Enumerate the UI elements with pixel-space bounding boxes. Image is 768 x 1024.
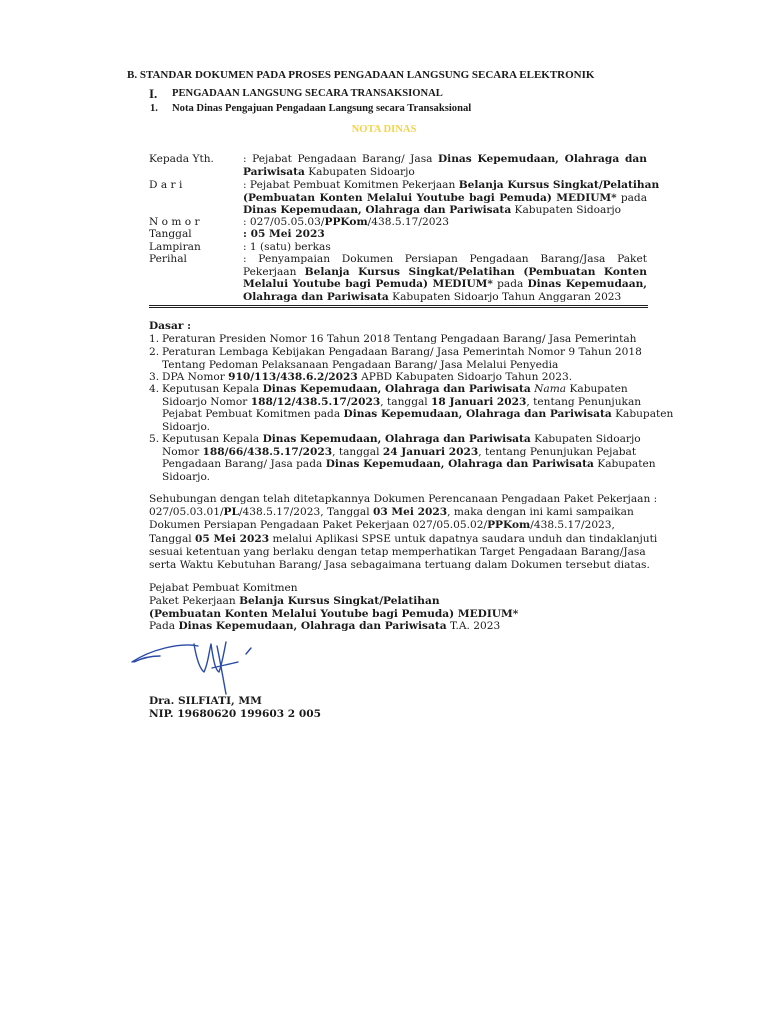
nomor-value: : 027/05.05.03/PPKom/438.5.17/2023 xyxy=(243,216,449,228)
dari-label: D a r i xyxy=(149,179,183,191)
item-heading: Nota Dinas Pengajuan Pengadaan Langsung secara Transaksional xyxy=(172,103,472,114)
divider-line xyxy=(149,305,648,306)
tanggal-label: Tanggal xyxy=(149,228,192,240)
tanggal-value: : 05 Mei 2023 xyxy=(243,228,325,240)
dasar-title: Dasar : xyxy=(149,320,192,332)
perihal-label: Perihal xyxy=(149,253,187,265)
kepada-label: Kepada Yth. xyxy=(149,153,214,165)
perihal-value: : Penyampaian Dokumen Persiapan Pengadaan Barang/Jasa Paket Pekerjaan Belanja Kursus Singkat/Pelatihan (Pembuatan Konten Melalui Youtube bagi Pemuda) MEDIUM* pada Dinas Kepemudaan, Olahraga dan Pariwisata Kabupaten Sidoarjo Tahun Anggaran 2023 xyxy=(243,253,648,303)
section-b-heading: B. STANDAR DOKUMEN PADA PROSES PENGADAAN LANGSUNG SECARA ELEKTRONIK xyxy=(127,69,595,81)
subsection-heading: PENGADAAN LANGSUNG SECARA TRANSAKSIONAL xyxy=(172,88,443,99)
signatory-nip: NIP. 19680620 199603 2 005 xyxy=(149,708,321,720)
kepada-value: : Pejabat Pengadaan Barang/ Jasa Dinas Kepemudaan, Olahraga dan Pariwisata Kabupaten Sidoarjo xyxy=(243,153,647,178)
signatory-name: Dra. SILFIATI, MM xyxy=(149,695,262,707)
nota-dinas-title: NOTA DINAS xyxy=(351,124,417,135)
item-number: 1. xyxy=(150,103,158,114)
lampiran-label: Lampiran xyxy=(149,241,201,253)
divider-line xyxy=(149,307,648,308)
roman-numeral: I. xyxy=(149,86,158,101)
dari-value: : Pejabat Pembuat Komitmen Pekerjaan Belanja Kursus Singkat/Pelatihan (Pembuatan Konten Melalui Youtube bagi Pemuda) MEDIUM* pada Dinas Kepemudaan, Olahraga dan Pariwisata Kabupaten Sidoarjo xyxy=(243,179,660,217)
document-page: B. STANDAR DOKUMEN PADA PROSES PENGADAAN LANGSUNG SECARA ELEKTRONIK I. PENGADAAN LANGSUNG SECARA TRANSAKSIONAL 1. Nota Dinas Pengajuan Pengadaan Langsung secara Transaksional NOTA DINAS Kepada Yth. : Pejabat Pengadaan Barang/ Jasa Dinas Kepemudaan, Olahraga dan Pariwisata Kabupaten Sidoarjo D a r i : Pejabat Pembuat Komitmen Pekerjaan Belanja Kursus Singkat/Pelatihan (Pembuatan Konten Melalui Youtube bagi Pemuda) MEDIUM* pada Dinas Kepemudaan, Olahraga dan Pariwisata Kabupaten Sidoarjo N o m o r : 027/05.05.03/PPKom/438.5.17/2023 Tanggal : 05 Mei 2023 Lampiran : 1 (satu) berkas Perihal : Penyampaian Dokumen Persiapan Pengadaan Barang/Jasa Paket Pekerjaan Belanja Kursus Singkat/Pelatihan (Pembuatan Konten Melalui Youtube bagi Pemuda) MEDIUM* pada Dinas Kepemudaan, Olahraga dan Pariwisata Kabupaten Sidoarjo Tahun Anggaran 2023 Dasar : 1. Peraturan Presiden Nomor 16 Tahun 2018 Tentang Pengadaan Barang/ Jasa Pemerintah 2. Peraturan Lembaga Kebijakan Pengadaan Barang/ Jasa Pemerintah Nomor 9 Tahun 2018 Tentang Pedoman Pelaksanaan Pengadaan Barang/ Jasa Melalui Penyedia 3. DPA Nomor 910/113/438.6.2/2023 APBD Kabupaten Sidoarjo Tahun 2023. 4. Keputusan Kepala Dinas Kepemudaan, Olahraga dan Pariwisata Nama Kabupaten Sidoarjo Nomor 188/12/438.5.17/2023, tanggal 18 Januari 2023, tentang Penunjukan Pejabat Pembuat Komitmen pada Dinas Kepemudaan, Olahraga dan Pariwisata Kabupaten Sidoarjo. 5. Keputusan Kepala Dinas Kepemudaan, Olahraga dan Pariwisata Kabupaten Sidoarjo Nomor 188/66/438.5.17/2023, tanggal 24 Januari 2023, tentang Penunjukan Pejabat Pengadaan Barang/ Jasa pada Dinas Kepemudaan, Olahraga dan Pariwisata Kabupaten Sidoarjo. Sehubungan dengan telah ditetapkannya Dokumen Perencanaan Pengadaan Paket Pekerjaan : 027/05.03.01/PL/438.5.17/2023, Tanggal 03 Mei 2023, maka dengan ini kami sampaikan Dokumen Persiapan Pengadaan Paket Pekerjaan 027/05.05.02/PPKom/438.5.17/2023, Tanggal 05 Mei 2023 melalui Aplikasi SPSE untuk dapatnya saudara unduh dan tindaklanjuti sesuai ketentuan yang berlaku dengan tetap memperhatikan Target Pengadaan Barang/Jasa serta Waktu Kebutuhan Barang/ Jasa sebagaimana tertuang dalam Dokumen tersebut diatas. Pejabat Pembuat Komitmen Paket Pekerjaan Belanja Kursus Singkat/Pelatihan (Pembuatan Konten Melalui Youtube bagi Pemuda) MEDIUM* Pada Dinas Kepemudaan, Olahraga dan Pariwisata T.A. 2023 Dra. SILFIATI, MM NIP. 19680620 199603 2 005 xyxy=(0,0,768,1024)
nomor-label: N o m o r xyxy=(149,216,200,228)
closing-block: Pejabat Pembuat Komitmen Paket Pekerjaan Belanja Kursus Singkat/Pelatihan (Pembuatan Konten Melalui Youtube bagi Pemuda) MEDIUM* Pada Dinas Kepemudaan, Olahraga dan Pariwisata T.A. 2023 xyxy=(149,582,519,633)
signature-image xyxy=(120,628,270,698)
lampiran-value: : 1 (satu) berkas xyxy=(243,241,331,253)
body-paragraph: Sehubungan dengan telah ditetapkannya Dokumen Perencanaan Pengadaan Paket Pekerjaan : 027/05.03.01/PL/438.5.17/2023, Tanggal 03 Mei 2023, maka dengan ini kami sampaikan Dokumen Persiapan Pengadaan Paket Pekerjaan 027/05.05.02/PPKom/438.5.17/2023, Tanggal 05 Mei 2023 melalui Aplikasi SPSE untuk dapatnya saudara unduh dan tindaklanjuti sesuai ketentuan yang berlaku dengan tetap memperhatikan Target Pengadaan Barang/Jasa serta Waktu Kebutuhan Barang/ Jasa sebagaimana tertuang dalam Dokumen tersebut diatas. xyxy=(149,493,658,572)
